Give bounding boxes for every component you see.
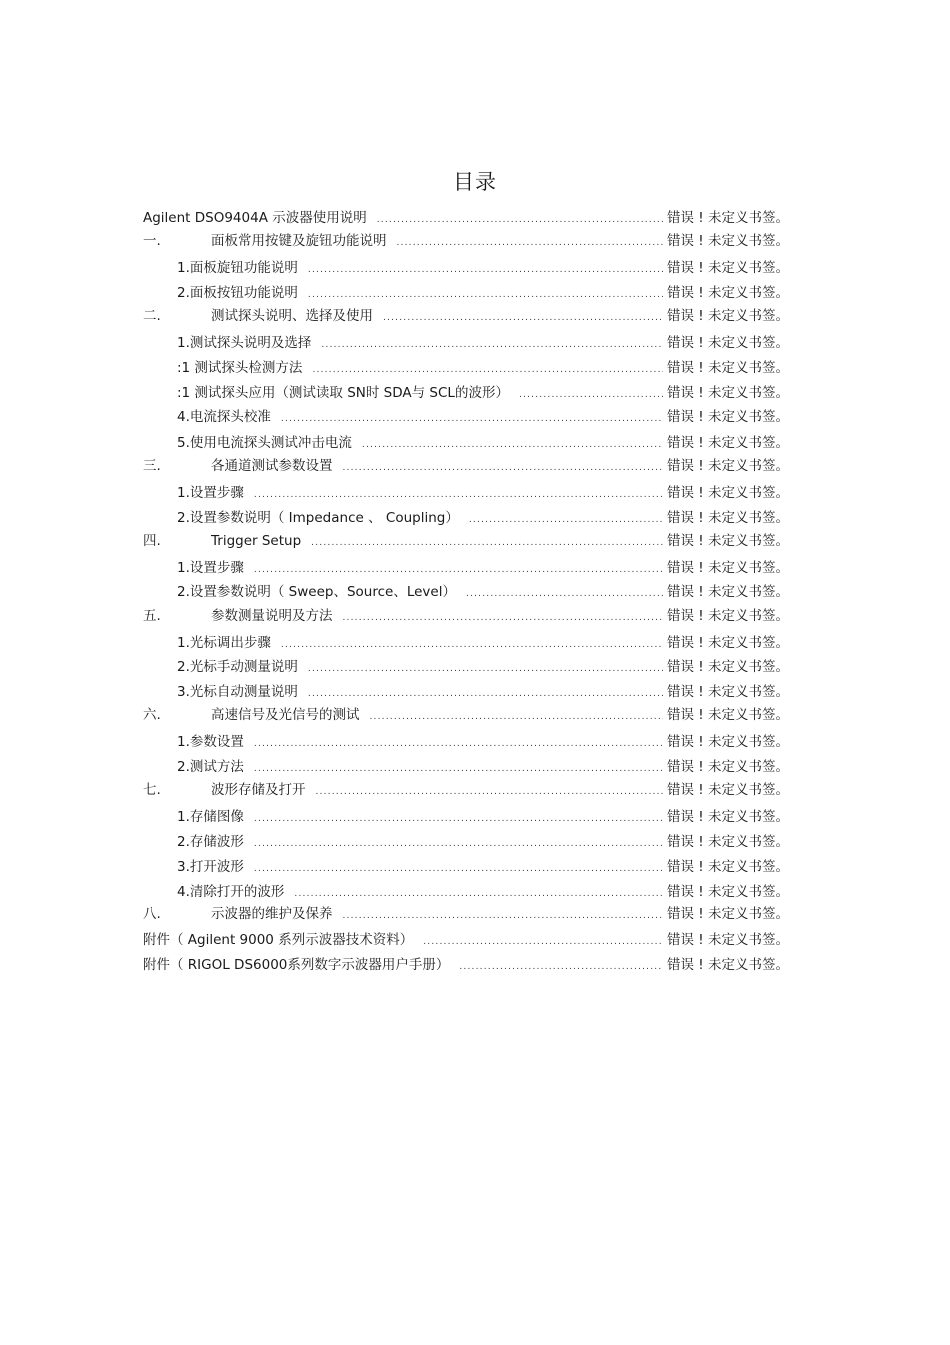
toc-dot-leader — [519, 385, 663, 405]
toc-dot-leader — [308, 260, 663, 280]
toc-entry-text: 4.清除打开的波形 — [177, 884, 285, 900]
toc-entry-text: 1.面板旋钮功能说明 — [177, 260, 298, 276]
toc-page-reference: 错误 ! 未定义书签。 — [667, 458, 789, 474]
toc-dot-leader — [254, 859, 663, 879]
toc-entry[interactable] — [143, 258, 789, 278]
toc-page-reference: 错误 ! 未定义书签。 — [667, 533, 789, 549]
toc-dot-leader — [254, 485, 663, 505]
toc-entry[interactable] — [143, 283, 789, 303]
toc-page-reference: 错误 ! 未定义书签。 — [667, 859, 789, 875]
toc-entry-text: 2.面板按钮功能说明 — [177, 285, 298, 301]
toc-entry-text: 1.光标调出步骤 — [177, 635, 271, 651]
toc-dot-leader — [281, 409, 663, 429]
toc-entry-text: 2.测试方法 — [177, 759, 244, 775]
toc-page-reference: 错误 ! 未定义书签。 — [667, 809, 789, 825]
toc-page-reference: 错误 ! 未定义书签。 — [667, 233, 789, 249]
toc-entry-text: 示波器的维护及保养 — [211, 906, 333, 922]
toc-page-reference: 错误 ! 未定义书签。 — [667, 635, 789, 651]
toc-entry[interactable] — [143, 558, 789, 578]
toc-page-reference: 错误 ! 未定义书签。 — [667, 906, 789, 922]
toc-entry[interactable] — [143, 682, 789, 702]
toc-page-reference: 错误 ! 未定义书签。 — [667, 734, 789, 750]
toc-entry-text: 附件（ Agilent 9000 系列示波器技术资料） — [143, 932, 414, 948]
toc-dot-leader — [312, 360, 663, 380]
toc-entry-text: 3.打开波形 — [177, 859, 244, 875]
toc-page-reference: 错误 ! 未定义书签。 — [667, 485, 789, 501]
toc-entry[interactable] — [143, 904, 789, 924]
toc-entry-text: 2.光标手动测量说明 — [177, 659, 298, 675]
toc-page-reference: 错误 ! 未定义书签。 — [667, 584, 789, 600]
toc-dot-leader — [308, 659, 663, 679]
toc-page-reference: 错误 ! 未定义书签。 — [667, 782, 789, 798]
toc-dot-leader — [343, 906, 664, 926]
toc-entry-number: 六. — [143, 707, 161, 723]
toc-dot-leader — [294, 884, 663, 904]
toc-dot-leader — [370, 707, 664, 727]
toc-entry[interactable] — [143, 531, 789, 551]
toc-page-reference: 错误 ! 未定义书签。 — [667, 260, 789, 276]
toc-page-reference: 错误 ! 未定义书签。 — [667, 210, 789, 226]
toc-entry-text: Trigger Setup — [211, 533, 302, 549]
toc-entry-text: 高速信号及光信号的测试 — [211, 707, 360, 723]
toc-entry-text: 1.存储图像 — [177, 809, 244, 825]
toc-page-reference: 错误 ! 未定义书签。 — [667, 884, 789, 900]
toc-entry-text: 参数测量说明及方法 — [211, 608, 333, 624]
toc-entry[interactable] — [143, 407, 789, 427]
toc-dot-leader — [459, 957, 663, 977]
toc-dot-leader — [316, 782, 664, 802]
toc-entry-text: 1.测试探头说明及选择 — [177, 335, 312, 351]
toc-entry[interactable] — [143, 832, 789, 852]
toc-dot-leader — [281, 635, 663, 655]
toc-page-reference: 错误 ! 未定义书签。 — [667, 659, 789, 675]
toc-dot-leader — [377, 210, 663, 230]
toc-entry[interactable] — [143, 483, 789, 503]
toc-entry[interactable] — [143, 306, 789, 326]
toc-page-reference: 错误 ! 未定义书签。 — [667, 435, 789, 451]
toc-dot-leader — [469, 510, 663, 530]
toc-title: 目录 — [453, 170, 497, 194]
toc-entry-text: Agilent DSO9404A 示波器使用说明 — [143, 210, 367, 226]
toc-page-reference: 错误 ! 未定义书签。 — [667, 560, 789, 576]
toc-entry-number: 二. — [143, 308, 161, 324]
toc-entry-text: 附件（ RIGOL DS6000系列数字示波器用户手册） — [143, 957, 450, 973]
toc-entry-text: 面板常用按键及旋钮功能说明 — [211, 233, 387, 249]
toc-entry[interactable] — [143, 882, 789, 902]
toc-entry-text: 4.电流探头校准 — [177, 409, 271, 425]
toc-entry-text: 1.参数设置 — [177, 734, 244, 750]
toc-dot-leader — [254, 759, 663, 779]
toc-entry[interactable] — [143, 333, 789, 353]
toc-entry-text: 1.设置步骤 — [177, 560, 244, 576]
toc-dot-leader — [321, 335, 663, 355]
toc-entry[interactable] — [143, 383, 789, 403]
toc-entry-text: 测试探头说明、选择及使用 — [211, 308, 373, 324]
toc-page-reference: 错误 ! 未定义书签。 — [667, 684, 789, 700]
toc-dot-leader — [254, 560, 663, 580]
toc-dot-leader — [308, 285, 663, 305]
toc-dot-leader — [397, 233, 664, 253]
toc-page-reference: 错误 ! 未定义书签。 — [667, 608, 789, 624]
toc-dot-leader — [254, 809, 663, 829]
toc-entry[interactable] — [143, 606, 789, 626]
toc-page-reference: 错误 ! 未定义书签。 — [667, 707, 789, 723]
toc-dot-leader — [466, 584, 663, 604]
toc-page-reference: 错误 ! 未定义书签。 — [667, 308, 789, 324]
toc-entry[interactable] — [143, 657, 789, 677]
toc-entry[interactable] — [143, 433, 789, 453]
toc-entry[interactable] — [143, 732, 789, 752]
toc-entry[interactable] — [143, 231, 789, 251]
toc-entry-number: 五. — [143, 608, 161, 624]
toc-page-reference: 错误 ! 未定义书签。 — [667, 759, 789, 775]
toc-entry-number: 七. — [143, 782, 161, 798]
toc-entry-number: 八. — [143, 906, 161, 922]
toc-dot-leader — [362, 435, 663, 455]
toc-entry-text: :1 测试探头应用（测试读取 SN时 SDA与 SCL的波形） — [177, 385, 509, 401]
toc-dot-leader — [343, 608, 664, 628]
toc-entry-text: 2.设置参数说明（ Sweep、Source、Level） — [177, 584, 456, 600]
toc-entry[interactable] — [143, 857, 789, 877]
toc-dot-leader — [423, 932, 663, 952]
toc-page-reference: 错误 ! 未定义书签。 — [667, 932, 789, 948]
toc-entry[interactable] — [143, 456, 789, 476]
toc-entry[interactable] — [143, 358, 789, 378]
toc-entry[interactable] — [143, 208, 789, 228]
toc-entry[interactable] — [143, 807, 789, 827]
toc-dot-leader — [254, 834, 663, 854]
toc-page-reference: 错误 ! 未定义书签。 — [667, 409, 789, 425]
toc-dot-leader — [383, 308, 663, 328]
toc-dot-leader — [343, 458, 664, 478]
toc-entry[interactable] — [143, 582, 789, 602]
toc-entry[interactable] — [143, 633, 789, 653]
toc-dot-leader — [254, 734, 663, 754]
toc-page-reference: 错误 ! 未定义书签。 — [667, 957, 789, 973]
toc-entry[interactable] — [143, 508, 789, 528]
toc-dot-leader — [311, 533, 663, 553]
toc-entry-text: 3.光标自动测量说明 — [177, 684, 298, 700]
toc-entry-number: 一. — [143, 233, 161, 249]
toc-page-reference: 错误 ! 未定义书签。 — [667, 510, 789, 526]
toc-page-reference: 错误 ! 未定义书签。 — [667, 335, 789, 351]
toc-entry-text: 1.设置步骤 — [177, 485, 244, 501]
toc-entry[interactable] — [143, 930, 789, 950]
toc-entry[interactable] — [143, 757, 789, 777]
toc-entry-number: 四. — [143, 533, 161, 549]
toc-dot-leader — [308, 684, 663, 704]
toc-entry[interactable] — [143, 705, 789, 725]
toc-entry-text: 5.使用电流探头测试冲击电流 — [177, 435, 352, 451]
toc-entry-text: 2.设置参数说明（ Impedance 、 Coupling） — [177, 510, 459, 526]
toc-entry-text: 波形存储及打开 — [211, 782, 306, 798]
toc-entry-number: 三. — [143, 458, 161, 474]
toc-entry-text: :1 测试探头检测方法 — [177, 360, 303, 376]
toc-page-reference: 错误 ! 未定义书签。 — [667, 385, 789, 401]
toc-entry[interactable] — [143, 780, 789, 800]
toc-entry-text: 各通道测试参数设置 — [211, 458, 333, 474]
toc-page-reference: 错误 ! 未定义书签。 — [667, 834, 789, 850]
toc-entry-text: 2.存储波形 — [177, 834, 244, 850]
toc-entry[interactable] — [143, 955, 789, 975]
toc-page-reference: 错误 ! 未定义书签。 — [667, 360, 789, 376]
toc-page-reference: 错误 ! 未定义书签。 — [667, 285, 789, 301]
